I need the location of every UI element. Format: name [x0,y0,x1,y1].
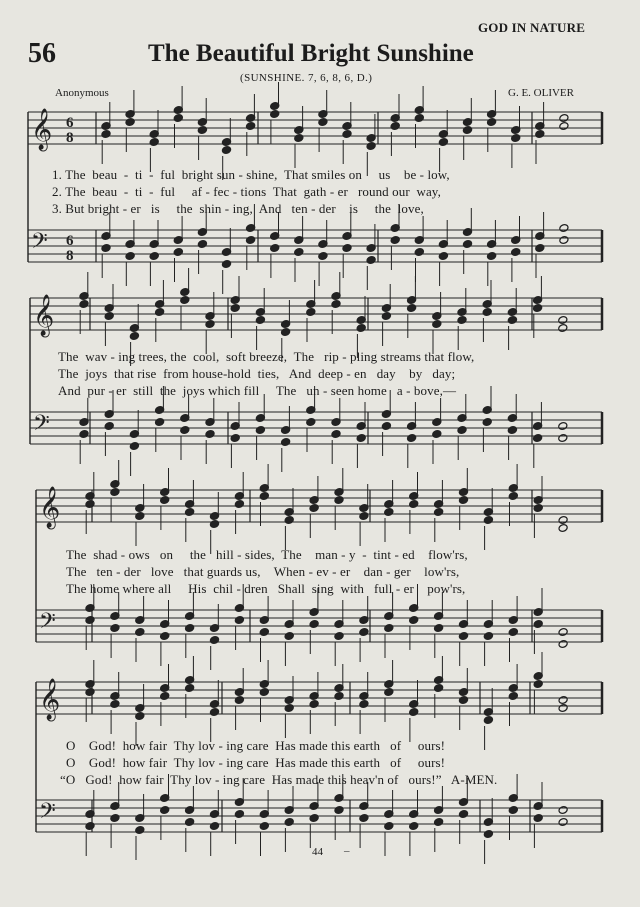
note-head [366,256,376,265]
note-head [309,814,319,823]
note-head [281,438,291,447]
note-head [462,126,472,135]
note-head [458,496,468,505]
note-head [432,320,442,329]
note-head [457,426,467,435]
note-head [334,496,344,505]
note-head [259,628,269,637]
note-head [160,632,170,641]
note-head [284,818,294,827]
note-head [173,248,183,257]
note-head [110,488,120,497]
note-head [533,434,543,443]
note-head [458,810,468,819]
note-head [125,252,135,261]
note-head [209,636,219,645]
note-head [230,434,240,443]
note-head [508,806,518,815]
note-head [160,692,170,701]
note-head [483,632,493,641]
note-head [197,240,207,249]
note-head [390,122,400,131]
note-head [173,114,183,123]
note-head [104,422,114,431]
note-head [511,248,521,257]
note-head [356,434,366,443]
lyric-line: 1. The beau - ti - ful bright sun - shine, That smiles on us be - low, [52,167,450,182]
note-head [558,422,568,431]
note-head [259,492,269,501]
lyric-line: The shad - ows on the hill - sides, The man - y - tint - ed flow'rs, [66,547,468,562]
note-head [309,504,319,513]
hymn-title: The Beautiful Bright Sunshine [148,40,474,67]
note-head [246,122,256,131]
note-head [409,616,419,625]
note-head [558,316,568,325]
note-head [129,332,139,341]
note-head [85,688,95,697]
note-head [259,822,269,831]
note-head [483,830,493,839]
lyric-line: The wav - ing trees, the cool, soft breeze, The rip - pling streams that flow, [58,349,475,364]
composer-credit: G. E. OLIVER [508,87,574,99]
note-head [366,142,376,151]
note-head [508,492,518,501]
note-head [205,430,215,439]
note-head [359,814,369,823]
treble-clef-icon: 𝄞 [33,295,55,336]
note-head [558,324,568,333]
note-head [234,500,244,509]
note-head [409,500,419,509]
note-head [234,810,244,819]
note-head [507,426,517,435]
note-head [230,304,240,313]
note-head [434,624,444,633]
note-head [558,818,568,827]
note-head [359,700,369,709]
note-head [209,822,219,831]
time-signature: 8 [66,248,74,264]
note-head [284,704,294,713]
note-head [135,628,145,637]
note-head [79,300,89,309]
note-head [390,236,400,245]
note-head [359,512,369,521]
note-head [409,822,419,831]
note-head [407,304,417,313]
note-head [149,252,159,261]
note-head [309,700,319,709]
note-head [104,312,114,321]
page-dash: – [344,845,350,857]
note-head [209,520,219,529]
note-head [559,236,569,245]
note-head [110,814,120,823]
page-number: 44 [312,846,323,858]
note-head [533,680,543,689]
treble-clef-icon: 𝄞 [39,679,61,720]
lyric-line: And pur - er still the joys which fill The un - seen home a - bove,— [58,383,457,398]
lyric-line: The ten - der love that guards us, When - ev - er dan - ger low'rs, [66,564,460,579]
note-head [409,708,419,717]
note-head [558,516,568,525]
note-head [85,616,95,625]
note-head [185,508,195,517]
note-head [434,508,444,517]
note-head [533,304,543,313]
note-head [558,524,568,533]
note-head [483,516,493,525]
note-head [306,418,316,427]
note-head [384,508,394,517]
bass-clef-icon: 𝄢 [31,229,48,259]
note-head [318,118,328,127]
note-head [149,138,159,147]
bass-clef-icon: 𝄢 [33,411,50,441]
note-head [318,252,328,261]
note-head [356,324,366,333]
note-head [533,504,543,513]
note-head [558,704,568,713]
note-head [432,430,442,439]
note-head [234,696,244,705]
note-head [384,624,394,633]
bass-clef-icon: 𝄢 [39,609,56,639]
note-head [205,320,215,329]
note-head [180,296,190,305]
note-head [381,422,391,431]
note-head [359,628,369,637]
note-head [558,640,568,649]
note-head [255,316,265,325]
note-head [135,712,145,721]
time-signature: 6 [66,115,74,131]
lyric-line: The joys that rise from house-hold ties, And deep - en day by day; [58,366,456,381]
note-head [155,308,165,317]
note-head [197,126,207,135]
note-head [85,500,95,509]
note-head [246,236,256,245]
note-head [294,134,304,143]
note-head [331,300,341,309]
note-head [185,684,195,693]
note-head [458,696,468,705]
note-head [482,418,492,427]
note-head [160,806,170,815]
note-head [434,684,444,693]
note-head [414,248,424,257]
note-head [270,244,280,253]
note-head [384,822,394,831]
lyric-line: “O God! how fair Thy lov - ing care Has made this heav'n of ours!” A-MEN. [60,772,498,787]
author-credit: Anonymous [55,87,109,99]
note-head [334,632,344,641]
note-head [535,130,545,139]
time-signature: 8 [66,130,74,146]
lyric-line: O God! how fair Thy lov - ing care Has made this earth of ours! [66,738,446,753]
note-head [209,708,219,717]
note-head [110,624,120,633]
note-head [221,146,231,155]
note-head [381,312,391,321]
note-head [533,814,543,823]
note-head [342,130,352,139]
note-head [458,632,468,641]
note-head [342,244,352,253]
note-head [414,114,424,123]
note-head [535,244,545,253]
note-head [438,252,448,261]
note-head [185,624,195,633]
note-head [558,696,568,705]
note-head [457,316,467,325]
bass-clef-icon: 𝄢 [39,799,56,829]
note-head [407,434,417,443]
note-head [334,806,344,815]
lyric-line: The home where all His chil - dren Shall sing with full - er pow'rs, [66,581,466,596]
section-heading: GOD IN NATURE [478,20,586,35]
note-head [559,122,569,131]
note-head [487,252,497,261]
hymn-number: 56 [28,38,56,69]
note-head [558,434,568,443]
lyric-line: O God! how fair Thy lov - ing care Has made this earth of ours! [66,755,446,770]
note-head [180,426,190,435]
note-head [434,818,444,827]
note-head [234,616,244,625]
treble-clef-icon: 𝄞 [31,109,53,150]
time-signature: 6 [66,233,74,249]
note-head [155,418,165,427]
note-head [462,240,472,249]
note-head [334,692,344,701]
note-head [129,442,139,451]
note-head [487,118,497,127]
note-head [511,134,521,143]
note-head [101,130,111,139]
note-head [160,496,170,505]
note-head [294,248,304,257]
note-head [185,818,195,827]
note-head [110,700,120,709]
treble-clef-icon: 𝄞 [39,487,61,528]
note-head [508,692,518,701]
note-head [284,516,294,525]
tune-name: (SUNSHINE. 7, 6, 8, 6, D.) [240,72,373,84]
note-head [101,244,111,253]
note-head [533,620,543,629]
note-head [482,308,492,317]
note-head [270,110,280,119]
note-head [281,328,291,337]
note-head [125,118,135,127]
note-head [438,138,448,147]
note-head [79,430,89,439]
note-head [384,688,394,697]
note-head [507,316,517,325]
note-head [135,826,145,835]
note-head [508,628,518,637]
note-head [558,806,568,815]
note-head [255,426,265,435]
note-head [306,308,316,317]
note-head [284,632,294,641]
note-head [483,716,493,725]
note-head [559,224,569,233]
note-head [559,114,569,123]
note-head [309,620,319,629]
note-head [259,688,269,697]
note-head [135,512,145,521]
lyric-line: 3. But bright - er is the shin - ing, And ten - der is the love, [52,201,424,216]
note-head [558,628,568,637]
note-head [331,430,341,439]
note-head [221,260,231,269]
lyric-line: 2. The beau - ti - ful af - fec - tions That gath - er round our way, [52,184,441,199]
note-head [85,822,95,831]
